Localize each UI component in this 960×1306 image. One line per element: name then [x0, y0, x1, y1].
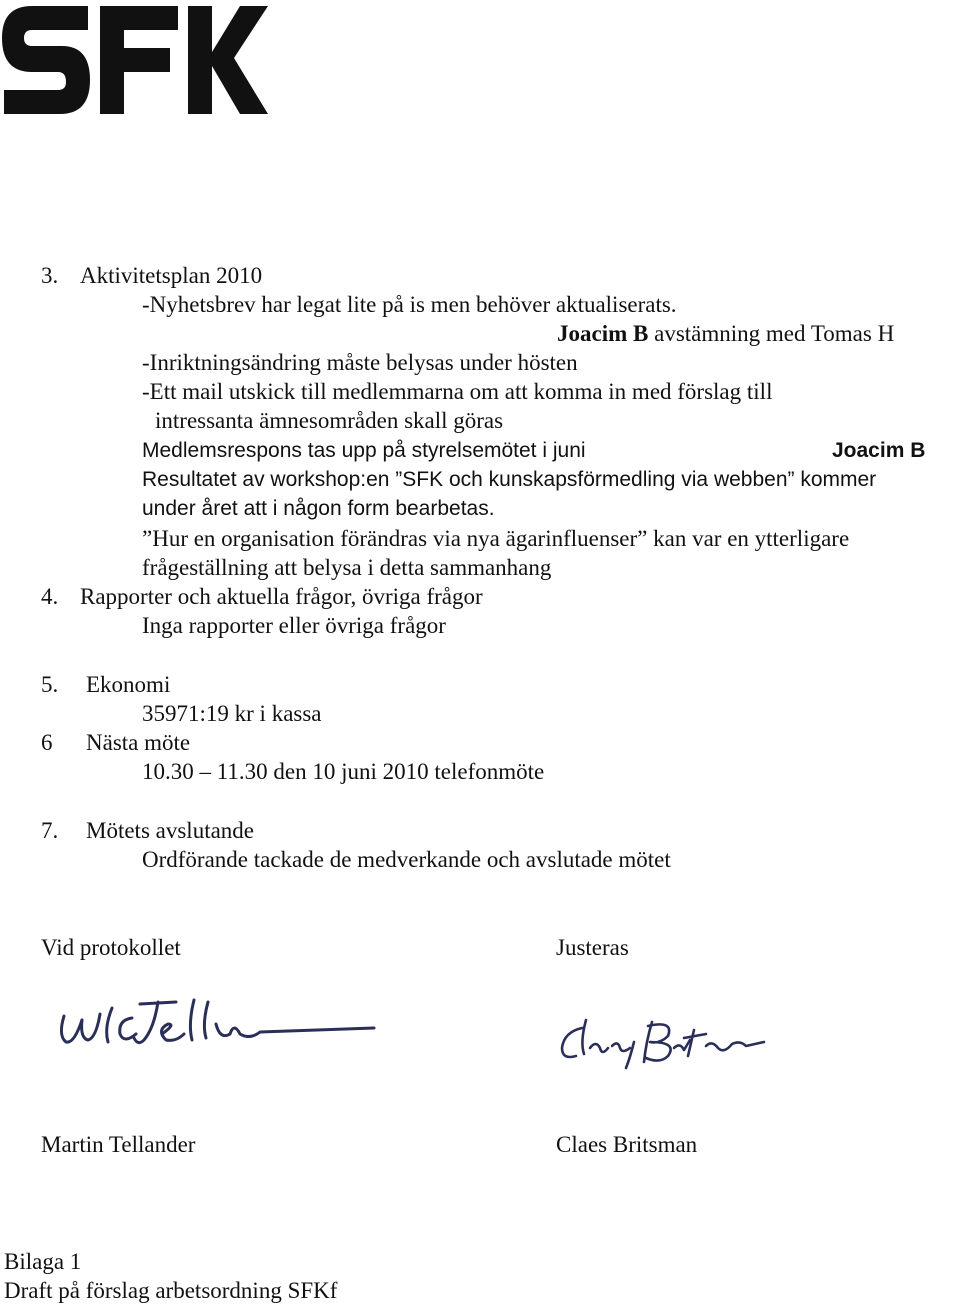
signatory-left-name: Martin Tellander — [41, 1132, 196, 1157]
item-3-line-org-a: ”Hur en organisation förändras via nya ägarinfluenser” kan var en ytterligare — [142, 526, 850, 551]
item-4-number: 4. — [41, 584, 59, 609]
item-5-title: Ekonomi — [86, 672, 171, 697]
sfk-logo — [2, 0, 268, 116]
item-7-title: Mötets avslutande — [86, 818, 254, 843]
item-3-owner-line — [557, 319, 894, 348]
item-7-number: 7. — [41, 818, 59, 843]
owner-task: avstämning med Tomas H — [648, 321, 895, 346]
item-3-line-response: Medlemsrespons tas upp på styrelsemötet i juni — [142, 439, 586, 462]
item-3-owner-2: Joacim B — [832, 439, 926, 462]
owner-name: Joacim B — [557, 321, 649, 346]
item-4-title: Rapporter och aktuella frågor, övriga frågor — [80, 584, 483, 609]
item-6-number: 6 — [41, 730, 53, 755]
appendix-title: Draft på förslag arbetsordning SFKf — [4, 1278, 338, 1303]
item-3-line-workshop-a: Resultatet av workshop:en ”SFK och kunskapsförmedling via webben” kommer — [142, 468, 877, 491]
appendix-label: Bilaga 1 — [4, 1249, 82, 1274]
item-3-line-focus: -Inriktningsändring måste belysas under hösten — [142, 350, 578, 375]
item-3-line-org-b: frågeställning att belysa i detta sammanhang — [142, 555, 552, 580]
signature-label-left: Vid protokollet — [41, 935, 181, 960]
item-3-line-workshop-b: under året att i någon form bearbetas. — [142, 497, 495, 520]
item-7-line: Ordförande tackade de medverkande och avslutade mötet — [142, 847, 671, 872]
signature-right — [556, 1012, 768, 1072]
item-3-line-newsletter: -Nyhetsbrev har legat lite på is men behöver aktualiserats. — [142, 292, 677, 317]
signature-label-right: Justeras — [556, 935, 629, 960]
item-6-line: 10.30 – 11.30 den 10 juni 2010 telefonmöte — [142, 759, 545, 784]
item-3-title: Aktivitetsplan 2010 — [80, 263, 263, 288]
item-3-line-mail-b: intressanta ämnesområden skall göras — [155, 408, 504, 433]
item-3-line-mail-a: -Ett mail utskick till medlemmarna om att komma in med förslag till — [142, 379, 773, 404]
signatory-right-name: Claes Britsman — [556, 1132, 698, 1157]
signature-left — [44, 994, 384, 1070]
item-5-number: 5. — [41, 672, 59, 697]
item-3-number: 3. — [41, 263, 59, 288]
item-4-line: Inga rapporter eller övriga frågor — [142, 613, 446, 638]
item-5-line: 35971:19 kr i kassa — [142, 701, 322, 726]
item-6-title: Nästa möte — [86, 730, 191, 755]
